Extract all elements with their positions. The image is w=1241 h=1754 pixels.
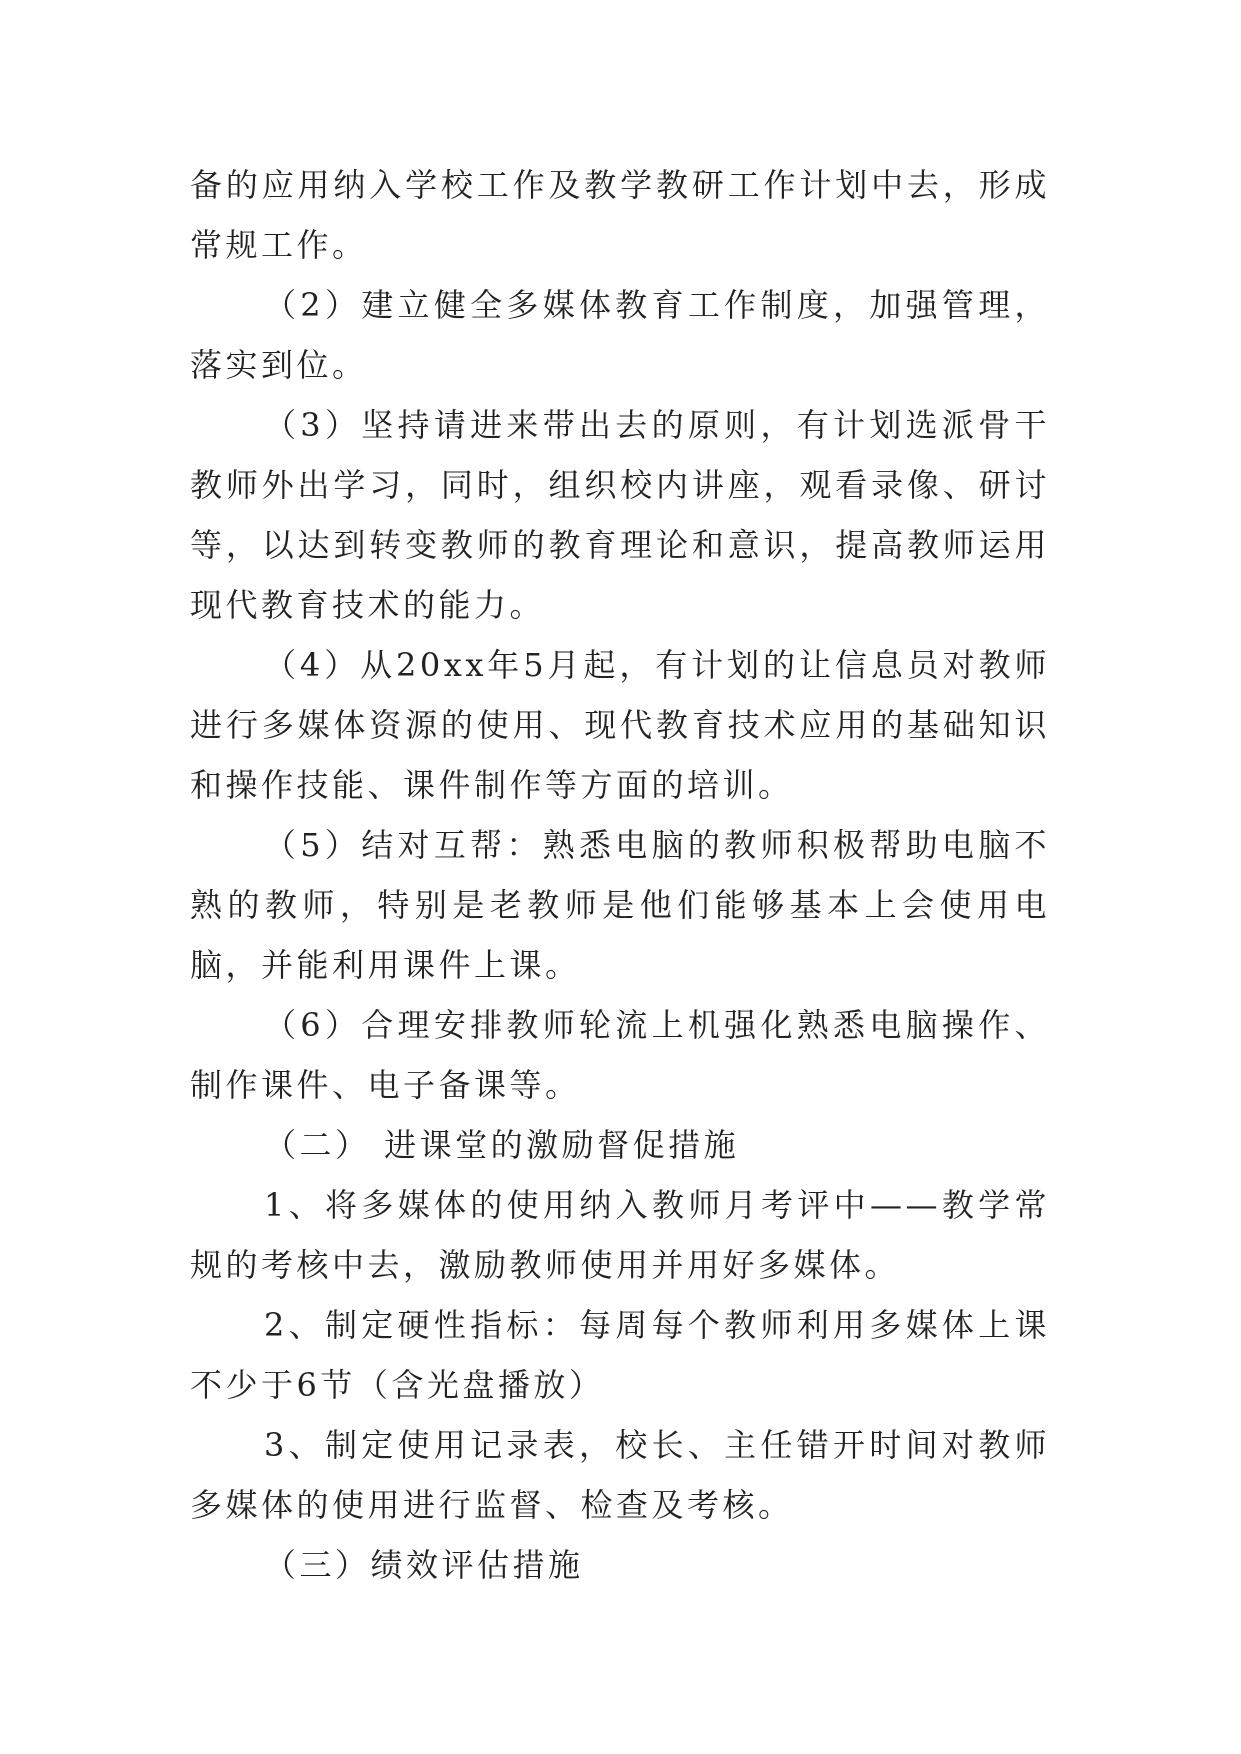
- paragraph-item-4: （4）从20xx年5月起，有计划的让信息员对教师进行多媒体资源的使用、现代教育技术应用的基础知识和操作技能、课件制作等方面的培训。: [190, 646, 1050, 804]
- paragraph-item-2: （2）建立健全多媒体教育工作制度，加强管理，落实到位。: [190, 286, 1050, 384]
- paragraph-continuation: 备的应用纳入学校工作及教学教研工作计划中去，形成常规工作。: [190, 166, 1050, 264]
- paragraph-item-3: （3）坚持请进来带出去的原则，有计划选派骨干教师外出学习，同时，组织校内讲座，观看录像、研讨等，以达到转变教师的教育理论和意识，提高教师运用现代教育技术的能力。: [190, 406, 1050, 624]
- paragraph-item-5: （5）结对互帮：熟悉电脑的教师积极帮助电脑不熟的教师，特别是老教师是他们能够基本上会使用电脑，并能利用课件上课。: [190, 826, 1050, 984]
- measure-item-1: 1、将多媒体的使用纳入教师月考评中——教学常规的考核中去，激励教师使用并用好多媒体。: [190, 1186, 1050, 1284]
- measure-item-2: 2、制定硬性指标：每周每个教师利用多媒体上课不少于6节（含光盘播放）: [190, 1306, 1050, 1404]
- document-body: [190, 155, 1050, 1595]
- section-heading-2: （二） 进课堂的激励督促措施: [264, 1126, 740, 1164]
- section-heading-3: （三）绩效评估措施: [264, 1546, 584, 1584]
- measure-item-3: 3、制定使用记录表，校长、主任错开时间对教师多媒体的使用进行监督、检查及考核。: [190, 1426, 1050, 1524]
- paragraph-item-6: （6）合理安排教师轮流上机强化熟悉电脑操作、制作课件、电子备课等。: [190, 1006, 1050, 1104]
